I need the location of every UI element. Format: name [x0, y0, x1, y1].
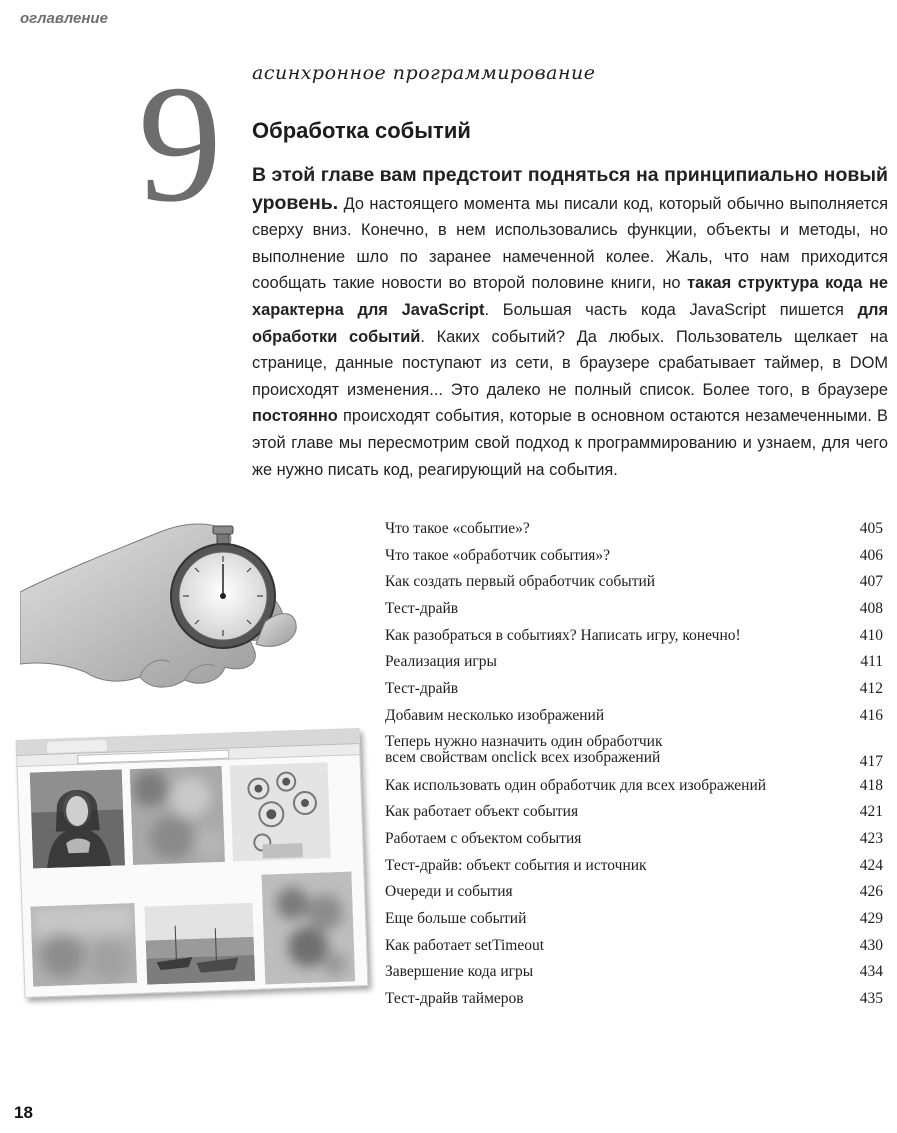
toc-entry-title: Как разобраться в событиях? Написать игру, конечно!	[385, 626, 741, 644]
toc-entry-page: 416	[859, 706, 883, 724]
toc-entry-title: Очереди и события	[385, 883, 513, 901]
intro-lead: В этой главе вам предстоит подняться на принципиально новый уровень.	[252, 164, 888, 214]
toc-entry-title: Еще больше событий	[385, 909, 527, 927]
toc-entry	[385, 649, 883, 676]
painting-thumbnail-portrait	[30, 769, 125, 868]
toc-entry	[385, 959, 883, 986]
toc-entry-title: Завершение кода игры	[385, 963, 534, 981]
toc-entry-page: 411	[860, 653, 883, 671]
toc-entry-page: 429	[859, 909, 883, 927]
toc-entry-page: 410	[859, 626, 883, 644]
chapter-subject: асинхронное программирование	[252, 62, 596, 84]
toc-entry-title: Что такое «обработчик события»?	[385, 546, 611, 564]
toc-entry	[385, 623, 883, 650]
page-number: 18	[14, 1103, 33, 1122]
toc-entry-title: Тест-драйв	[385, 680, 459, 698]
intro-text: . Большая часть кода JavaScript пишется	[484, 300, 858, 319]
toc-entry-page: 417	[859, 752, 883, 770]
painting-thumbnail-flowers	[230, 762, 331, 861]
toc-entry	[385, 853, 883, 880]
blurred-image-thumbnail	[261, 871, 355, 984]
toc-entry	[385, 543, 883, 570]
blurred-image-thumbnail	[130, 766, 225, 865]
toc-entry	[385, 906, 883, 933]
toc-entry-title: Тест-драйв таймеров	[385, 990, 524, 1007]
painting-thumbnail-boats	[144, 903, 255, 985]
toc-entry-title: Добавим несколько изображений	[385, 706, 605, 724]
browser-tab	[47, 740, 107, 753]
toc-entry-title: Тест-драйв	[385, 600, 459, 618]
stopwatch-hand-illustration	[20, 512, 300, 712]
toc-entry	[385, 596, 883, 623]
table-of-contents	[385, 516, 883, 1013]
toc-entry	[385, 516, 883, 543]
toc-entry	[385, 826, 883, 853]
toc-entry-page: 418	[859, 776, 883, 794]
toc-entry-title: Тест-драйв: объект события и источник	[385, 856, 647, 874]
chapter-title: Обработка событий	[252, 118, 471, 143]
toc-entry	[385, 569, 883, 596]
toc-entry-title: Работаем с объектом события	[385, 829, 582, 847]
toc-entry-page: 426	[859, 883, 883, 901]
toc-entry	[385, 730, 883, 773]
toc-entry	[385, 799, 883, 826]
toc-entry	[385, 773, 883, 800]
toc-entry-page: 423	[859, 829, 883, 847]
toc-entry-page: 407	[859, 573, 883, 591]
toc-entry-page: 406	[859, 546, 883, 564]
toc-entry-title: Реализация игры	[385, 653, 497, 671]
toc-entry	[385, 676, 883, 703]
blurred-image-thumbnail	[30, 903, 137, 987]
intro-bold: постоянно	[252, 407, 338, 426]
toc-entry-title: Теперь нужно назначить один обработчик	[385, 732, 663, 750]
intro-bold: для обработки событий	[252, 300, 889, 346]
toc-entry	[385, 703, 883, 730]
toc-entry-page: 405	[859, 520, 883, 537]
toc-entry-title: Как создать первый обработчик событий	[385, 573, 656, 591]
toc-entry	[385, 879, 883, 906]
toc-entry-title: Что такое «событие»?	[385, 520, 530, 537]
toc-entry-page: 408	[859, 600, 883, 618]
toc-entry	[385, 986, 883, 1013]
toc-entry-page: 435	[859, 990, 883, 1007]
chapter-intro	[252, 162, 888, 483]
intro-text: До настоящего момента мы писали код, который обычно выполняется сверху вниз. Конечно, в нем использовались функции, объекты и методы, но выполнение шло по заранее намеченной колее. Жаль, что нам приходится сообщать такие новости во второй половине книги, но	[252, 194, 888, 293]
toc-entry-page: 424	[859, 856, 883, 874]
running-head: оглавление	[20, 10, 108, 27]
toc-entry-title: Как работает объект события	[385, 803, 579, 821]
toc-entry-title-continued: всем свойствам onclick всех изображений	[385, 748, 661, 766]
intro-text: . Каких событий? Да любых. Пользователь щелкает на странице, данные поступают из сети, в браузере срабатывает таймер, в DOM происходят изменения... Это далеко не полный список. Более того, в браузере	[252, 327, 888, 399]
toc-entry-title: Как использовать один обработчик для всех изображений	[385, 776, 767, 794]
toc-entry-title: Как работает setTimeout	[385, 936, 545, 954]
chapter-number: 9	[138, 51, 222, 237]
intro-bold: такая структура кода не характерна для JavaScript	[252, 274, 888, 319]
toc-entry-page: 434	[859, 963, 883, 981]
toc-entry-page: 421	[859, 803, 883, 821]
toc-entry-page: 430	[859, 936, 883, 954]
intro-text: происходят события, которые в основном остаются незамеченными. В этой главе мы пересмотрим свой подход к программированию и узнаем, для чего же нужно писать код, реагирующий на события.	[252, 407, 888, 479]
toc-entry-page: 412	[859, 680, 883, 698]
toc-entry	[385, 933, 883, 960]
browser-screenshot-illustration	[16, 728, 369, 998]
